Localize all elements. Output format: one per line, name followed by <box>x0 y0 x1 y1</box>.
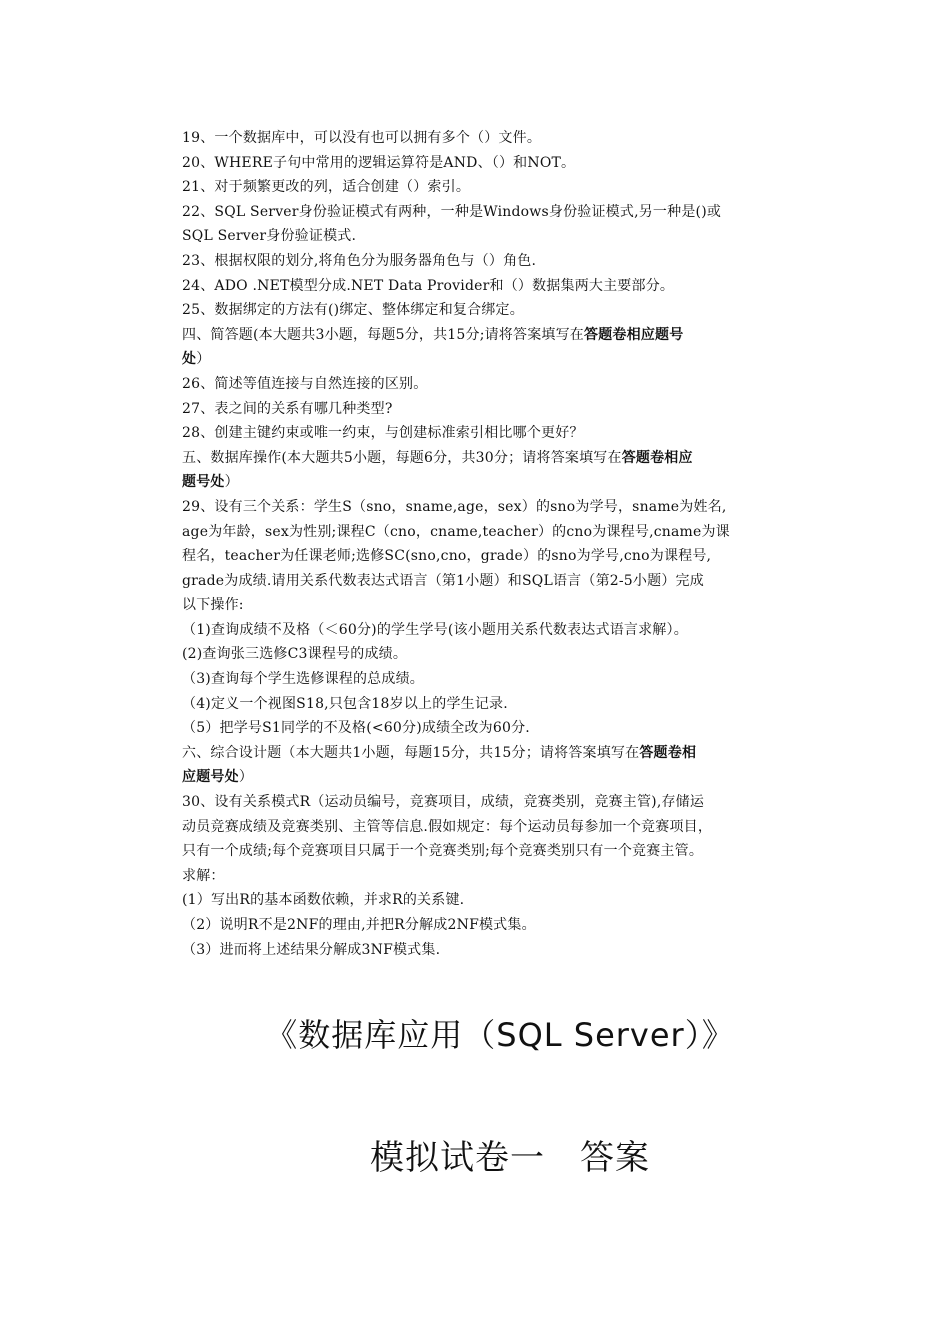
section-5-text: 五、数据库操作(本大题共5小题，每题6分，共30分；请将答案填写在 <box>182 449 622 466</box>
question-29: 29、设有三个关系：学生S（sno，sname,age，sex）的sno为学号，sname为姓名, <box>182 498 727 515</box>
question-21: 21、对于频繁更改的列，适合创建（）索引。 <box>182 179 471 196</box>
question-29-item-2: (2)查询张三选修C3课程号的成绩。 <box>182 646 408 663</box>
question-29-item-4: （4)定义一个视图S18,只包含18岁以上的学生记录. <box>182 695 508 712</box>
section-4-bold: 答题卷相应题号 <box>584 326 684 343</box>
section-6-bold-cont: 应题号处 <box>182 769 239 786</box>
question-24: 24、ADO .NET模型分成.NET Data Provider和（）数据集两大主要部分。 <box>182 277 675 294</box>
question-22: 22、SQL Server身份验证模式有两种，一种是Windows身份验证模式,另一种是()或 <box>182 203 722 220</box>
question-29-line-2: age为年龄，sex为性别;课程C（cno，cname,teacher）的cno为课程号,cname为课 <box>182 523 730 540</box>
question-29-item-5: （5）把学号S1同学的不及格(<60分)成绩全改为60分. <box>182 720 530 737</box>
question-19: 19、一个数据库中，可以没有也可以拥有多个（）文件。 <box>182 130 542 146</box>
question-30-item-2: （2）说明R不是2NF的理由,并把R分解成2NF模式集。 <box>182 917 536 933</box>
answer-title: 《数据库应用（SQL Server）》 <box>265 1016 735 1054</box>
section-4-bold-cont: 处 <box>182 351 197 368</box>
question-30-item-1: (1）写出R的基本函数依赖，并求R的关系键. <box>182 892 465 909</box>
section-4-heading-cont <box>182 347 814 372</box>
question-30-line-4: 求解： <box>182 867 225 884</box>
question-29-item-1: （1)查询成绩不及格（＜60分)的学生学号(该小题用关系代数表达式语言求解）。 <box>182 621 688 638</box>
question-25: 25、数据绑定的方法有()绑定、整体绑定和复合绑定。 <box>182 302 524 319</box>
answer-subtitle: 模拟试卷一 答案 <box>370 1138 650 1178</box>
exam-content <box>182 126 814 962</box>
question-28: 28、创建主键约束或唯一约束，与创建标准索引相比哪个更好？ <box>182 425 584 442</box>
section-5-close: ） <box>224 474 239 491</box>
section-5-heading-cont <box>182 470 814 495</box>
question-23: 23、根据权限的划分,将角色分为服务器角色与（）角色. <box>182 252 537 269</box>
section-6-close: ） <box>238 769 254 786</box>
section-5-bold-cont: 题号处 <box>182 474 225 491</box>
section-4-text: 四、简答题(本大题共3小题，每题5分，共15分;请将答案填写在 <box>182 326 585 343</box>
section-6-bold: 答题卷相 <box>639 744 697 761</box>
question-30-line-3: 只有一个成绩;每个竞赛项目只属于一个竞赛类别;每个竞赛类别只有一个竞赛主管。 <box>182 843 704 860</box>
question-29-line-5: 以下操作: <box>182 597 244 614</box>
question-29-item-3: （3)查询每个学生选修课程的总成绩。 <box>182 671 424 688</box>
question-30-line-2: 动员竞赛成绩及竞赛类别、主管等信息.假如规定：每个运动员每参加一个竞赛项目， <box>182 818 713 835</box>
section-6-heading <box>182 741 814 766</box>
question-30: 30、设有关系模式R（运动员编号，竞赛项目，成绩，竞赛类别，竞赛主管),存储运 <box>182 794 705 811</box>
section-6-text: 六、综合设计题（本大题共1小题，每题15分，共15分；请将答案填写在 <box>182 744 640 761</box>
question-27: 27、表之间的关系有哪几种类型? <box>182 400 393 417</box>
section-6-heading-cont <box>182 765 814 790</box>
question-29-line-4: grade为成绩.请用关系代数表达式语言（第1小题）和SQL语言（第2-5小题）完成 <box>182 572 704 589</box>
question-26: 26、简述等值连接与自然连接的区别。 <box>182 375 428 392</box>
section-5-bold: 答题卷相应 <box>621 449 693 466</box>
question-20: 20、WHERE子句中常用的逻辑运算符是AND、（）和NOT。 <box>182 154 576 171</box>
question-30-item-3: （3）进而将上述结果分解成3NF模式集. <box>182 941 441 958</box>
section-5-heading <box>182 446 814 471</box>
question-29-line-3: 程名，teacher为任课老师;选修SC(sno,cno，grade）的sno为学号,cno为课程号, <box>182 548 712 565</box>
section-4-close: ） <box>196 351 211 368</box>
question-22-cont: SQL Server身份验证模式. <box>182 228 357 245</box>
section-4-heading <box>182 323 814 348</box>
